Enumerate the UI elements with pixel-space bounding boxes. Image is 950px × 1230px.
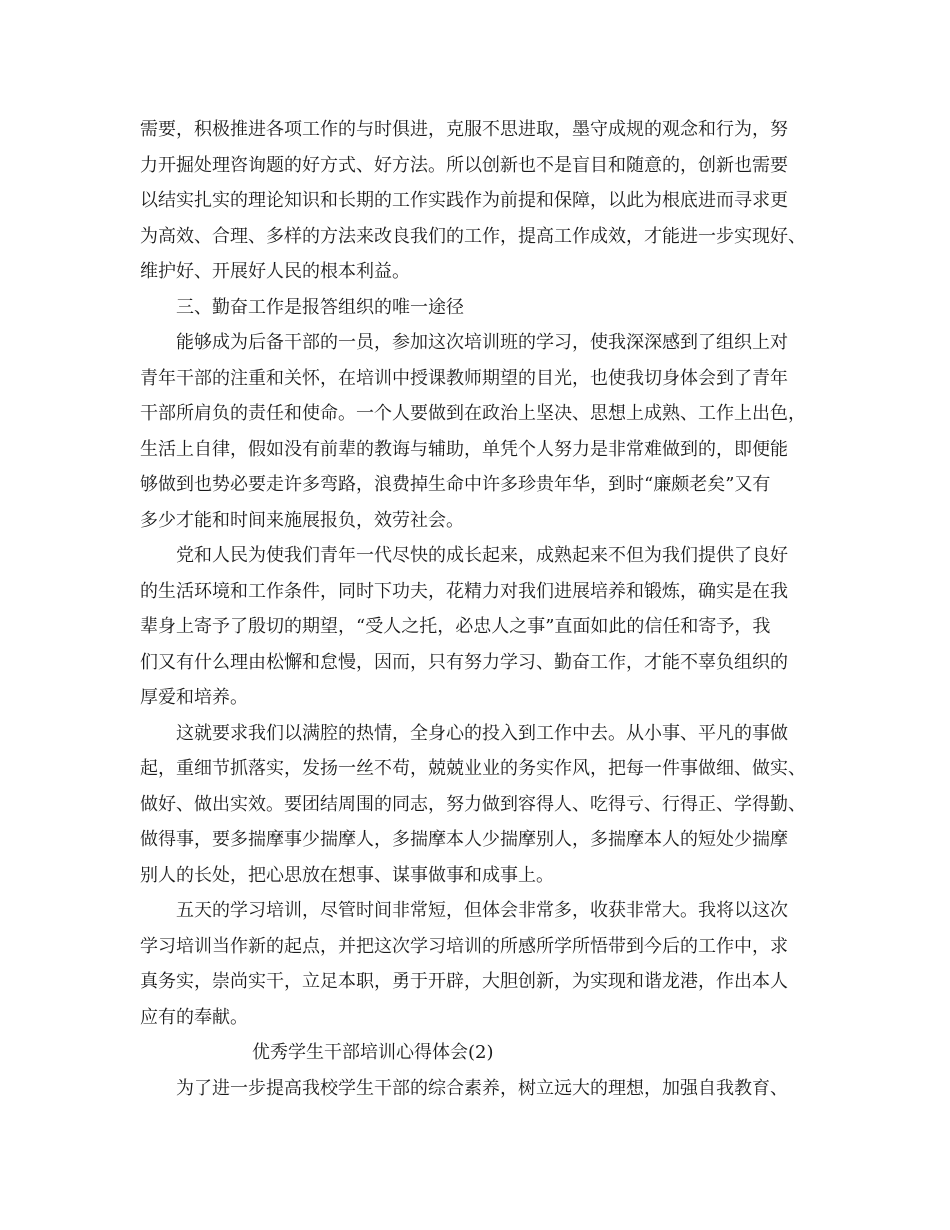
section-heading-3: 三、勤奋工作是报答组织的唯一途径 xyxy=(176,296,464,318)
paragraph-2 xyxy=(140,325,830,538)
text-line: 真务实，崇尚实干，立足本职，勇于开辟，大胆创新，为实现和谐龙港，作出本人 xyxy=(140,971,788,992)
text-line: 学习培训当作新的起点，并把这次学习培训的所感所学所悟带到今后的工作中，求 xyxy=(140,935,788,957)
text-line: 起，重细节抓落实，发扬一丝不苟，兢兢业业的务实作风，把每一件事做细、做实、 xyxy=(140,758,806,779)
text-line: 多少才能和时间来施展报负，效劳社会。 xyxy=(140,509,464,531)
paragraph-6 xyxy=(140,1071,830,1107)
text-line: 干部所肩负的责任和使命。一个人要做到在政治上坚决、思想上成熟、工作上出色， xyxy=(140,403,806,424)
paragraph-3 xyxy=(140,538,830,716)
document-body xyxy=(140,112,830,1106)
paragraph-5 xyxy=(140,893,830,1035)
text-line: 为高效、合理、多样的方法来改良我们的工作，提高工作成效，才能进一步实现好、 xyxy=(140,225,806,247)
text-line: 为了进一步提高我校学生干部的综合素养，树立远大的理想，加强自我教育、 xyxy=(176,1077,788,1099)
text-line: 五天的学习培训，尽管时间非常短，但体会非常多，收获非常大。我将以这次 xyxy=(176,900,788,921)
text-line: 应有的奉献。 xyxy=(140,1006,248,1028)
text-line: 这就要求我们以满腔的热情，全身心的投入到工作中去。从小事、平凡的事做 xyxy=(176,722,788,744)
text-line: 够做到也势必要走许多弯路，浪费掉生命中许多珍贵年华，到时“廉颇老矣”又有 xyxy=(140,474,771,495)
text-line: 辈身上寄予了殷切的期望，“受人之托，必忠人之事”直面如此的信任和寄予，我 xyxy=(140,616,771,637)
text-line: 做好、做出实效。要团结周围的同志，努力做到容得人、吃得亏、行得正、学得勤、 xyxy=(140,793,806,815)
text-line: 以结实扎实的理论知识和长期的工作实践作为前提和保障，以此为根底进而寻求更 xyxy=(140,190,788,211)
text-line: 厚爱和培养。 xyxy=(140,687,248,708)
text-line: 做得事，要多揣摩事少揣摩人，多揣摩本人少揣摩别人，多揣摩本人的短处少揣摩 xyxy=(140,829,788,850)
text-line: 们又有什么理由松懈和怠慢，因而，只有努力学习、勤奋工作，才能不辜负组织的 xyxy=(140,651,788,673)
paragraph-4 xyxy=(140,716,830,894)
text-line: 青年干部的注重和关怀，在培训中授课教师期望的目光，也使我切身体会到了青年 xyxy=(140,367,788,389)
section-title: 优秀学生干部培训心得体会(2) xyxy=(252,1042,494,1063)
text-line: 力开掘处理咨询题的好方式、好方法。所以创新也不是盲目和随意的，创新也需要 xyxy=(140,154,788,176)
text-line: 需要，积极推进各项工作的与时俱进，克服不思进取，墨守成规的观念和行为，努 xyxy=(140,119,788,140)
text-line: 党和人民为使我们青年一代尽快的成长起来，成熟起来不但为我们提供了良好 xyxy=(176,545,788,566)
text-line: 能够成为后备干部的一员，参加这次培训班的学习，使我深深感到了组织上对 xyxy=(176,332,788,353)
paragraph-1 xyxy=(140,112,830,290)
text-line: 维护好、开展好人民的根本利益。 xyxy=(140,261,410,282)
text-line: 的生活环境和工作条件，同时下功夫，花精力对我们进展培养和锻炼，确实是在我 xyxy=(140,580,788,602)
text-line: 生活上自律，假如没有前辈的教诲与辅助，单凭个人努力是非常难做到的，即便能 xyxy=(140,438,788,460)
text-line: 别人的长处，把心思放在想事、谋事做事和成事上。 xyxy=(140,864,554,886)
